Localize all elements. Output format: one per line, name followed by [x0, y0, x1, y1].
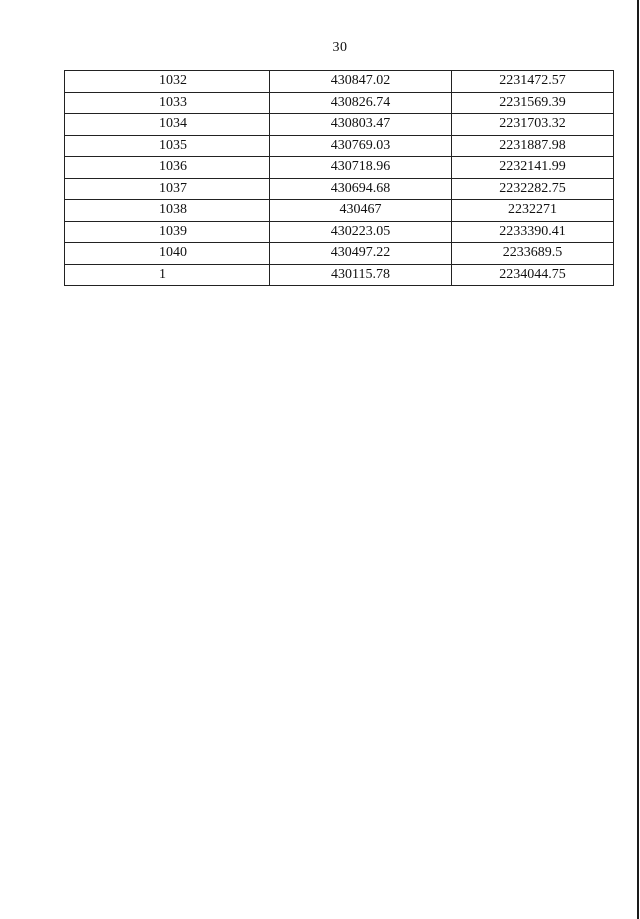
- point-number-cell: 1: [65, 264, 270, 286]
- y-coordinate-cell: 2233689.5: [452, 243, 614, 265]
- point-number-cell: 1037: [65, 178, 270, 200]
- coordinates-table: [64, 70, 614, 286]
- point-number-cell: 1036: [65, 157, 270, 179]
- coordinates-table-body: [65, 71, 614, 286]
- y-coordinate-cell: 2233390.41: [452, 221, 614, 243]
- x-coordinate-cell: 430115.78: [270, 264, 452, 286]
- table-row: [65, 92, 614, 114]
- table-row: [65, 135, 614, 157]
- y-coordinate-cell: 2232141.99: [452, 157, 614, 179]
- table-row: [65, 221, 614, 243]
- x-coordinate-cell: 430847.02: [270, 71, 452, 93]
- table-row: [65, 157, 614, 179]
- table-row: [65, 264, 614, 286]
- table-row: [65, 71, 614, 93]
- page-edge-line: [637, 0, 639, 919]
- x-coordinate-cell: 430826.74: [270, 92, 452, 114]
- point-number-cell: 1034: [65, 114, 270, 136]
- y-coordinate-cell: 2232282.75: [452, 178, 614, 200]
- y-coordinate-cell: 2232271: [452, 200, 614, 222]
- page-number: 30: [332, 40, 348, 55]
- y-coordinate-cell: 2231887.98: [452, 135, 614, 157]
- x-coordinate-cell: 430467: [270, 200, 452, 222]
- point-number-cell: 1040: [65, 243, 270, 265]
- x-coordinate-cell: 430718.96: [270, 157, 452, 179]
- x-coordinate-cell: 430769.03: [270, 135, 452, 157]
- x-coordinate-cell: 430223.05: [270, 221, 452, 243]
- point-number-cell: 1039: [65, 221, 270, 243]
- y-coordinate-cell: 2231569.39: [452, 92, 614, 114]
- point-number-cell: 1032: [65, 71, 270, 93]
- point-number-cell: 1033: [65, 92, 270, 114]
- y-coordinate-cell: 2231703.32: [452, 114, 614, 136]
- table-row: [65, 178, 614, 200]
- table-row: [65, 243, 614, 265]
- y-coordinate-cell: 2234044.75: [452, 264, 614, 286]
- table-row: [65, 200, 614, 222]
- x-coordinate-cell: 430497.22: [270, 243, 452, 265]
- point-number-cell: 1038: [65, 200, 270, 222]
- point-number-cell: 1035: [65, 135, 270, 157]
- table-row: [65, 114, 614, 136]
- x-coordinate-cell: 430694.68: [270, 178, 452, 200]
- x-coordinate-cell: 430803.47: [270, 114, 452, 136]
- y-coordinate-cell: 2231472.57: [452, 71, 614, 93]
